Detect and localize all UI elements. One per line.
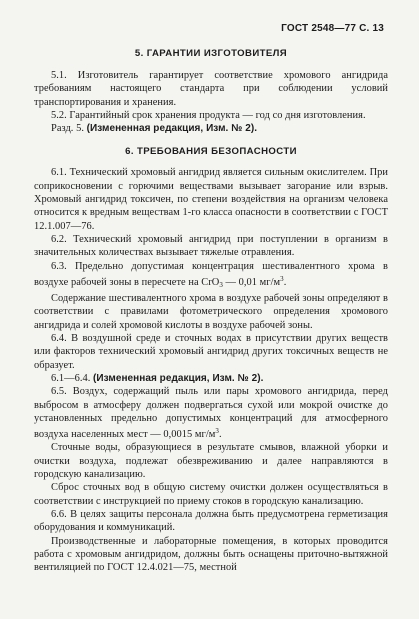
formula-subscript: 3: [219, 280, 223, 289]
paragraph-6-3-content: Содержание шестивалентного хрома в воздухе рабочей зоны определяют в соответствии с правилами фотометрического определения хромового ангидрида и солей хромовой кислоты в воздухе рабочей зоны.: [34, 293, 388, 331]
amendment-prefix: Разд. 5.: [51, 123, 87, 135]
section-6-heading: 6. ТРЕБОВАНИЯ БЕЗОПАСНОСТИ: [125, 146, 297, 158]
page-content: [34, 42, 388, 574]
amendment-text: (Измененная редакция, Изм. № 2).: [86, 123, 258, 135]
paragraph-5-2: 5.2. Гарантийный срок хранения продукта — год со дня изготовления.: [51, 109, 366, 121]
page-header: ГОСТ 2548—77 С. 13: [281, 23, 384, 34]
formula-tail: — 0,01 мг/м: [222, 276, 281, 288]
amendment-note-6: [34, 372, 388, 385]
formula-end: .: [283, 276, 287, 288]
paragraph-waste-water: Сточные воды, образующиеся в результате смывов, влажной уборки и очистки воздуха, подлежат обезвреживанию и далее направляются в городскую канализацию.: [34, 442, 388, 481]
section-5-heading: 5. ГАРАНТИИ ИЗГОТОВИТЕЛЯ: [134, 48, 288, 59]
paragraph-6-2: 6.2. Технический хромовый ангидрид при поступлении в организм в значительных количествах вызывает тяжелые отравления.: [34, 233, 388, 259]
formula-superscript: 3: [280, 274, 284, 283]
unit-superscript: 3: [215, 427, 219, 436]
paragraph-6-3-text: 6.3. Предельно допустимая концентрация шестивалентного хрома в воздухе рабочей зоны в пересчете на CrO: [34, 260, 388, 288]
paragraph-sewage: Сброс сточных вод в общую систему очистки должен осуществляться в соответствии с инструкцией по приему стоков в городскую канализацию.: [34, 482, 388, 507]
amendment-prefix: 6.1—6.4.: [51, 372, 94, 384]
paragraph-6-5-text: 6.5. Воздух, содержащий пыль или пары хромового ангидрида, перед выбросом в атмосферу должен подвергаться сухой или мокрой очистке до установленных предельно допустимых концентраций для атмосферного воздуха населенных мест — 0,0015 мг/м: [34, 386, 388, 441]
paragraph-6-3: [34, 260, 388, 293]
amendment-note-5: [34, 122, 388, 135]
paragraph-6-6: 6.6. В целях защиты персонала должна быть предусмотрена герметизация оборудования и коммуникаций.: [34, 508, 388, 534]
paragraph-6-5-end: .: [218, 429, 222, 441]
paragraph-5-1: 5.1. Изготовитель гарантирует соответствие хромового ангидрида требованиям настоящего стандарта при соблюдении условий транспортирования и хранения.: [34, 70, 388, 108]
paragraph-premises: Производственные и лабораторные помещения, в которых проводится работа с хромовым ангидридом, должны быть оснащены приточно-вытяжной вентиляцией по ГОСТ 12.4.021—75, местной: [34, 535, 388, 574]
paragraph-6-4: 6.4. В воздушной среде и сточных водах в присутствии других веществ или факторов технический хромовый ангидрид других токсичных веществ не образует.: [34, 333, 388, 371]
paragraph-6-1: 6.1. Технический хромовый ангидрид является сильным окислителем. При соприкосновении с горючими веществами вызывает загорание или взрыв. Хромовый ангидрид токсичен, по степени воздействия на организм человека относится к вредным веществам 1-го класса опасности в соответствии с ГОСТ 12.1.007—76.: [34, 167, 388, 232]
paragraph-6-5: [34, 385, 388, 441]
amendment-text: (Измененная редакция, Изм. № 2).: [93, 372, 264, 384]
